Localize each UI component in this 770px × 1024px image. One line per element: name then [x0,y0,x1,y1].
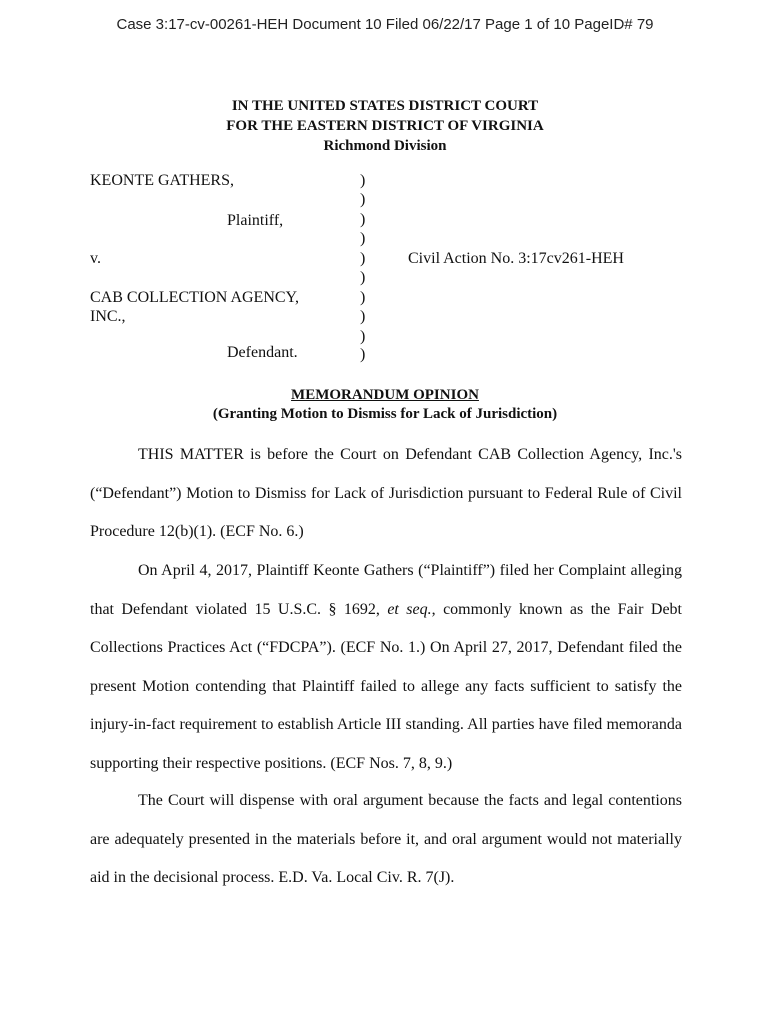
court-name-line: IN THE UNITED STATES DISTRICT COURT [231,98,539,114]
paragraph-oral-argument [90,782,682,898]
plaintiff-name: KEONTE GATHERS, [90,172,234,189]
paragraph-text-part: , commonly known as the Fair Debt Collections Practices Act (“FDCPA”). (ECF No. 1.) On April 27, 2017, Defendant filed the present Motion contending that Plaintiff failed to allege any facts sufficient to satisfy the injury-in-fact requirement to establish Article III standing. All parties have filed memoranda supporting their respective positions. (ECF Nos. 7, 8, 9.) [90,600,682,772]
case-header-stamp: Case 3:17-cv-00261-HEH Document 10 Filed 06/22/17 Page 1 of 10 PageID# 79 [116,16,654,33]
defendant-name-line1: CAB COLLECTION AGENCY, [90,289,300,306]
civil-action-number: Civil Action No. 3:17cv261-HEH [408,250,624,267]
caption-paren: ) [360,172,366,189]
caption-paren: ) [360,269,366,286]
paragraph-background [90,552,682,783]
caption-paren: ) [360,308,366,325]
caption-paren: ) [360,328,366,345]
paragraph-citation-italic: et seq. [387,600,432,618]
court-title [0,96,770,156]
paragraph-text [90,552,682,783]
caption-paren: ) [360,346,366,363]
caption-paren: ) [360,230,366,247]
versus-label: v. [90,250,101,267]
caption-paren: ) [360,250,366,267]
opinion-subtitle: (Granting Motion to Dismiss for Lack of Jurisdiction) [212,406,558,422]
caption-paren: ) [360,191,366,208]
paragraph-intro [90,436,682,552]
paragraph-text-part: On April 4, 2017, Plaintiff Keonte Gathers (“Plaintiff”) filed her Complaint alleging that Defendant violated 15 U.S.C. § 1692, [90,562,682,618]
caption-paren: ) [360,289,366,306]
opinion-heading [0,386,770,424]
caption-paren: ) [360,211,366,228]
defendant-name-line2: INC., [90,308,126,325]
case-caption [90,172,710,367]
plaintiff-role: Plaintiff, [227,212,284,229]
court-division-line: Richmond Division [323,138,447,154]
opinion-title: MEMORANDUM OPINION [291,387,479,403]
defendant-role: Defendant. [227,344,298,361]
court-district-line: FOR THE EASTERN DISTRICT OF VIRGINIA [226,118,544,134]
paragraph-text: The Court will dispense with oral argument because the facts and legal contentions are adequately presented in the materials before it, and oral argument would not materially aid in the decisional process. E.D. Va. Local Civ. R. 7(J). [90,792,682,886]
paragraph-text: THIS MATTER is before the Court on Defendant CAB Collection Agency, Inc.'s (“Defendant”) Motion to Dismiss for Lack of Jurisdiction pursuant to Federal Rule of Civil Procedure 12(b)(1). (ECF No. 6.) [90,446,682,540]
